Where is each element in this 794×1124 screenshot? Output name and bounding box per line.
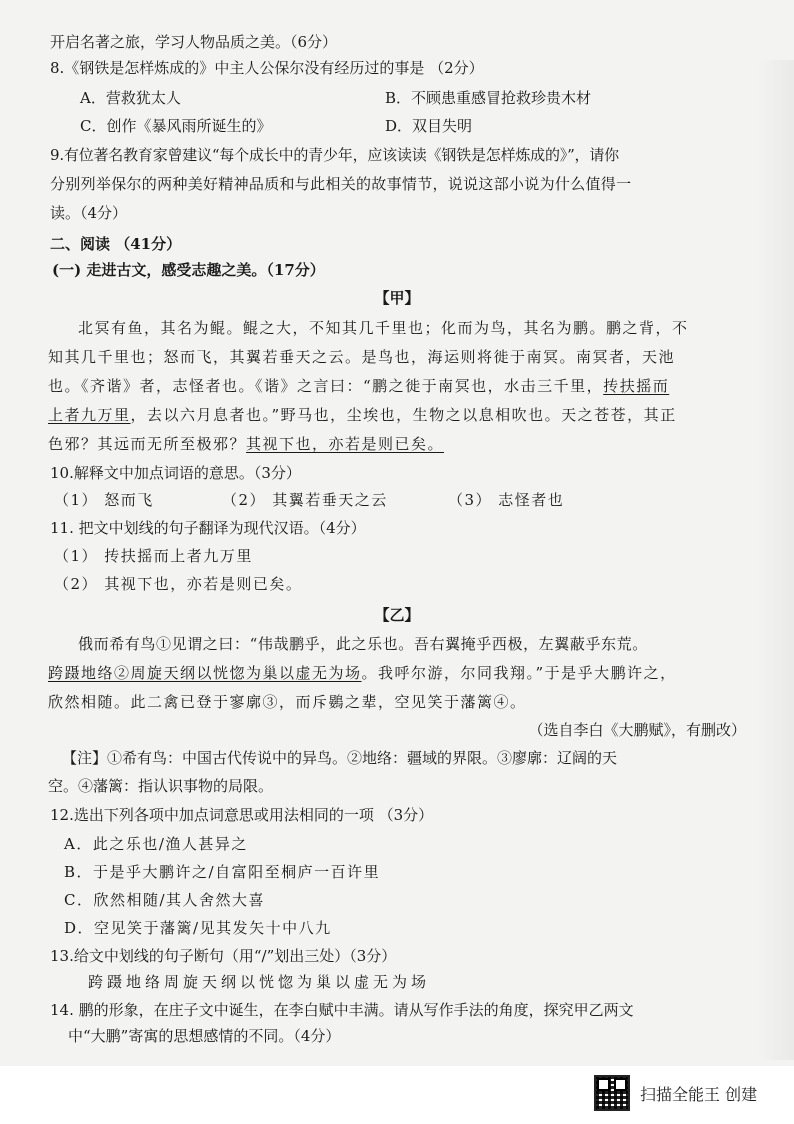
yi-note-2: 空。④藩篱：指认识事物的局限。 (48, 777, 274, 795)
q12-option-a: A．此之乐也/渔人甚异之 (64, 835, 248, 853)
yi-note-1: 【注】①希有鸟：中国古代传说中的异鸟。②地络：疆域的界限。③廖廓：辽阔的天 (62, 749, 618, 767)
scan-edge-shadow (758, 60, 794, 1060)
jia-line-5 (48, 434, 444, 454)
section-2-title: 二、阅读 （41分） (50, 235, 182, 253)
q14-line-1: 14. 鹏的形象，在庄子文中诞生，在李白赋中丰满。请从写作手法的角度，探究甲乙两文 (50, 1001, 634, 1019)
q10-item-3: （3） 志怪者也 (448, 491, 565, 509)
yi-line-2 (48, 663, 677, 683)
intro-line: 开启名著之旅，学习人物品质之美。（6分） (50, 33, 338, 51)
scanner-watermark: 扫描全能王 创建 (640, 1085, 758, 1104)
passage-yi-heading: 【乙】 (374, 606, 420, 624)
q10-item-2: （2） 其翼若垂天之云 (222, 491, 388, 509)
jia-line-1: 北冥有鱼，其名为鲲。鲲之大，不知其几千里也；化而为鸟，其名为鹏。鹏之背，不 (78, 319, 689, 337)
yi-line-3: 欣然相随。此二禽已登于寥廓③，而斥鷃之辈，空见笑于藩篱④。 (48, 693, 527, 711)
jia-line-5-text: 色邪？其远而无所至极邪？ (48, 435, 247, 453)
q11-stem: 11. 把文中划线的句子翻译为现代汉语。（4分） (50, 519, 366, 537)
jia-underline-1b: 上者九万里 (48, 406, 131, 424)
jia-line-3-text: 也。《齐谐》者，志怪者也。《谐》之言曰：“鹏之徙于南冥也，水击三千里， (48, 377, 604, 395)
jia-line-4-text: ，去以六月息者也。”野马也，尘埃也，生物之以息相吹也。天之苍苍，其正 (130, 406, 677, 424)
q8-option-c: C．创作《暴风雨所诞生的》 (80, 117, 272, 135)
q8-stem: 8.《钢铁是怎样炼成的》中主人公保尔没有经历过的事是 （2分） (50, 59, 484, 77)
jia-line-2: 知其几千里也；怒而飞，其翼若垂天之云。是鸟也，海运则将徙于南冥。南冥者，天池 (48, 348, 676, 366)
qr-code-icon (594, 1075, 630, 1111)
q11-item-2: （2） 其视下也，亦若是则已矣。 (54, 575, 303, 593)
q9-line-3: 读。（4分） (50, 204, 128, 222)
q9-line-2: 分别列举保尔的两种美好精神品质和与此相关的故事情节，说说这部小说为什么值得一 (50, 175, 632, 193)
q12-option-b: B．于是乎大鹏许之/自富阳至桐庐一百许里 (64, 863, 381, 881)
yi-line-2-text: 。我呼尔游，尔同我翔。”于是乎大鹏许之， (361, 664, 677, 682)
section-2-sub-1: (一) 走进古文，感受志趣之美。（17分） (52, 261, 325, 279)
q9-line-1: 9.有位著名教育家曾建议“每个成长中的青少年，应该读读《钢铁是怎样炼成的》”，请你 (50, 146, 619, 164)
yi-line-1: 俄而希有鸟①见谓之曰：“伟哉鹏乎，此之乐也。吾右翼掩乎西极，左翼蔽乎东荒。 (78, 635, 648, 653)
q11-item-1: （1） 抟扶摇而上者九万里 (54, 547, 253, 565)
q8-option-a: A．营救犹太人 (80, 89, 181, 107)
q12-stem: 12.选出下列各项中加点词意思或用法相同的一项 （3分） (50, 806, 434, 824)
q14-line-2: 中“大鹏”寄寓的思想感情的不同。（4分） (68, 1027, 341, 1045)
q10-item-1: （1） 怒而飞 (54, 491, 154, 509)
jia-line-4 (48, 405, 677, 425)
q12-option-d: D．空见笑于藩篱/见其发矢十中八九 (64, 919, 332, 937)
jia-underline-2: 其视下也，亦若是则已矣。 (246, 435, 445, 453)
passage-jia-heading: 【甲】 (374, 289, 420, 307)
q12-option-c: C．欣然相随/其人舍然大喜 (64, 891, 266, 909)
jia-underline-1a: 抟扶摇而 (603, 377, 670, 395)
yi-source: （选自李白《大鹏赋》，有删改） (528, 721, 746, 739)
q8-option-d: D．双目失明 (385, 117, 473, 135)
q13-stem: 13.给文中划线的句子断句（用“/”划出三处）（3分） (50, 947, 397, 965)
q10-stem: 10.解释文中加点词语的意思。（3分） (50, 464, 301, 482)
yi-underline: 跨蹑地络②周旋天纲以恍惚为巢以虚无为场 (48, 664, 362, 682)
q8-option-b: B．不顾患重感冒抢救珍贵木材 (385, 89, 592, 107)
q13-sentence: 跨蹑地络周旋天纲以恍惚为巢以虚无为场 (88, 973, 431, 991)
jia-line-3 (48, 376, 669, 396)
